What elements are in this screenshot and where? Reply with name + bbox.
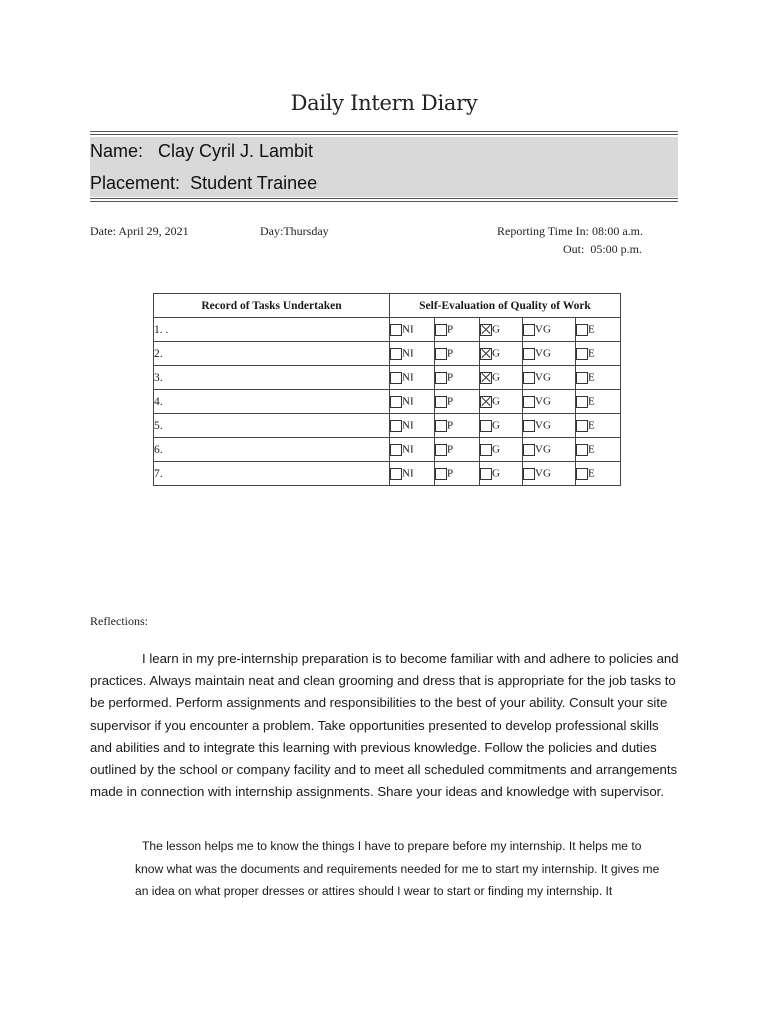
table-row — [154, 390, 621, 414]
top-rule-double — [90, 134, 678, 135]
rating-label-p: P — [447, 323, 454, 336]
table-row — [154, 438, 621, 462]
rating-checkbox-vg[interactable] — [523, 348, 535, 360]
rating-label-vg: VG — [535, 371, 551, 384]
task-cell[interactable]: 2. — [154, 342, 390, 366]
rating-cell-ni — [390, 462, 435, 486]
rating-cell-e — [576, 438, 621, 462]
rating-cell-ni — [390, 342, 435, 366]
name-value: Clay Cyril J. Lambit — [158, 141, 314, 161]
rating-cell-g — [480, 366, 523, 390]
rating-checkbox-ni[interactable] — [390, 372, 402, 384]
task-cell[interactable]: 7. — [154, 462, 390, 486]
rating-checkbox-p[interactable] — [435, 444, 447, 456]
rating-label-g: G — [492, 395, 500, 408]
name-label: Name: — [90, 141, 144, 161]
tasks-table — [153, 293, 621, 486]
page-title: Daily Intern Diary — [290, 91, 478, 115]
rating-cell-vg — [523, 390, 576, 414]
rating-cell-g — [480, 390, 523, 414]
top-rule — [90, 131, 678, 132]
rating-cell-vg — [523, 438, 576, 462]
rating-cell-p — [435, 390, 480, 414]
rating-label-vg: VG — [535, 395, 551, 408]
rating-label-p: P — [447, 419, 454, 432]
task-cell[interactable]: 1. . — [154, 318, 390, 342]
task-cell[interactable]: 4. — [154, 390, 390, 414]
rating-checkbox-vg[interactable] — [523, 468, 535, 480]
rating-checkbox-ni[interactable] — [390, 420, 402, 432]
rating-checkbox-g[interactable] — [480, 396, 492, 408]
rating-label-e: E — [588, 323, 595, 336]
rating-label-vg: VG — [535, 347, 551, 360]
rating-checkbox-e[interactable] — [576, 324, 588, 336]
rating-checkbox-g[interactable] — [480, 372, 492, 384]
rating-cell-vg — [523, 342, 576, 366]
rating-checkbox-e[interactable] — [576, 420, 588, 432]
rating-checkbox-ni[interactable] — [390, 468, 402, 480]
rating-label-ni: NI — [402, 467, 414, 480]
rating-cell-g — [480, 342, 523, 366]
col-tasks-header: Record of Tasks Undertaken — [154, 294, 390, 318]
placement-value: Student Trainee — [190, 173, 318, 193]
bottom-rule — [90, 198, 678, 199]
time-out-text: Out: 05:00 p.m. — [563, 242, 643, 256]
rating-checkbox-g[interactable] — [480, 348, 492, 360]
rating-label-ni: NI — [402, 371, 414, 384]
placement-label: Placement: — [90, 173, 181, 193]
rating-label-e: E — [588, 371, 595, 384]
rating-cell-g — [480, 438, 523, 462]
rating-label-vg: VG — [535, 467, 551, 480]
reflections-label: Reflections: — [90, 614, 148, 628]
rating-checkbox-p[interactable] — [435, 396, 447, 408]
rating-cell-ni — [390, 366, 435, 390]
rating-cell-p — [435, 462, 480, 486]
reflection-paragraph-2: The lesson helps me to know the things I have to prepare before my internship. It helps me to know what was the documents and requirements needed for me to start my internship. It gives me an idea on what proper dresses or attires should I wear to start or finding my internship. It — [135, 839, 660, 898]
rating-cell-ni — [390, 390, 435, 414]
rating-cell-e — [576, 390, 621, 414]
rating-cell-e — [576, 414, 621, 438]
rating-checkbox-e[interactable] — [576, 468, 588, 480]
rating-label-p: P — [447, 443, 454, 456]
reflection-paragraph-1: I learn in my pre-internship preparation is to become familiar with and adhere to policies and practices. Always maintain neat and clean grooming and dress that is appropriate for the job tasks to be performed. Perform assignments and responsibilities to the best of your ability. Consult your site supervisor if you encounter a problem. Take opportunities presented to develop professional skills and abilities and to integrate this learning with previous knowledge. Follow the policies and duties outlined by the school or company facility and to meet all scheduled commitments and arrangements made in connection with internship assignments. Share your ideas and knowledge with supervisor. — [90, 651, 679, 800]
rating-cell-e — [576, 318, 621, 342]
rating-label-ni: NI — [402, 419, 414, 432]
rating-checkbox-vg[interactable] — [523, 396, 535, 408]
rating-checkbox-ni[interactable] — [390, 348, 402, 360]
col-eval-header: Self-Evaluation of Quality of Work — [390, 294, 621, 318]
rating-cell-e — [576, 366, 621, 390]
rating-label-g: G — [492, 371, 500, 384]
rating-label-e: E — [588, 395, 595, 408]
rating-label-vg: VG — [535, 323, 551, 336]
day-text: Day:Thursday — [260, 224, 329, 238]
rating-cell-p — [435, 366, 480, 390]
rating-checkbox-ni[interactable] — [390, 444, 402, 456]
rating-label-p: P — [447, 467, 454, 480]
rating-label-e: E — [588, 347, 595, 360]
date-text: Date: April 29, 2021 — [90, 224, 189, 238]
rating-checkbox-p[interactable] — [435, 468, 447, 480]
rating-checkbox-vg[interactable] — [523, 420, 535, 432]
rating-label-g: G — [492, 467, 500, 480]
table-row — [154, 462, 621, 486]
rating-cell-p — [435, 342, 480, 366]
name-line — [90, 141, 313, 162]
table-row — [154, 318, 621, 342]
rating-label-p: P — [447, 395, 454, 408]
rating-checkbox-g[interactable] — [480, 444, 492, 456]
table-row — [154, 414, 621, 438]
rating-cell-p — [435, 318, 480, 342]
rating-checkbox-p[interactable] — [435, 324, 447, 336]
rating-label-g: G — [492, 443, 500, 456]
task-cell[interactable]: 6. — [154, 438, 390, 462]
rating-checkbox-g[interactable] — [480, 468, 492, 480]
rating-checkbox-ni[interactable] — [390, 324, 402, 336]
rating-cell-e — [576, 462, 621, 486]
rating-cell-e — [576, 342, 621, 366]
rating-label-e: E — [588, 443, 595, 456]
rating-cell-p — [435, 414, 480, 438]
rating-label-ni: NI — [402, 395, 414, 408]
rating-label-vg: VG — [535, 443, 551, 456]
rating-checkbox-g[interactable] — [480, 420, 492, 432]
rating-cell-vg — [523, 462, 576, 486]
rating-cell-vg — [523, 414, 576, 438]
rating-label-ni: NI — [402, 323, 414, 336]
rating-label-ni: NI — [402, 443, 414, 456]
rating-label-p: P — [447, 371, 454, 384]
rating-cell-ni — [390, 318, 435, 342]
rating-checkbox-p[interactable] — [435, 372, 447, 384]
table-body — [154, 318, 621, 486]
rating-label-ni: NI — [402, 347, 414, 360]
task-cell[interactable]: 3. — [154, 366, 390, 390]
table-row — [154, 342, 621, 366]
time-in-text: Reporting Time In: 08:00 a.m. — [497, 224, 644, 238]
rating-cell-ni — [390, 414, 435, 438]
rating-checkbox-e[interactable] — [576, 396, 588, 408]
rating-cell-g — [480, 414, 523, 438]
rating-label-e: E — [588, 467, 595, 480]
rating-checkbox-p[interactable] — [435, 420, 447, 432]
rating-cell-ni — [390, 438, 435, 462]
rating-checkbox-ni[interactable] — [390, 396, 402, 408]
rating-checkbox-e[interactable] — [576, 444, 588, 456]
table-row — [154, 366, 621, 390]
rating-cell-vg — [523, 318, 576, 342]
rating-label-g: G — [492, 419, 500, 432]
rating-cell-vg — [523, 366, 576, 390]
task-cell[interactable]: 5. — [154, 414, 390, 438]
rating-checkbox-vg[interactable] — [523, 444, 535, 456]
rating-cell-g — [480, 462, 523, 486]
rating-checkbox-vg[interactable] — [523, 324, 535, 336]
placement-line — [90, 173, 317, 194]
rating-checkbox-vg[interactable] — [523, 372, 535, 384]
header-box — [90, 137, 678, 197]
rating-label-e: E — [588, 419, 595, 432]
rating-label-g: G — [492, 323, 500, 336]
rating-checkbox-p[interactable] — [435, 348, 447, 360]
rating-checkbox-g[interactable] — [480, 324, 492, 336]
rating-checkbox-e[interactable] — [576, 372, 588, 384]
table-header-row — [154, 294, 621, 318]
rating-checkbox-e[interactable] — [576, 348, 588, 360]
rating-label-g: G — [492, 347, 500, 360]
rating-label-vg: VG — [535, 419, 551, 432]
rating-cell-g — [480, 318, 523, 342]
rating-cell-p — [435, 438, 480, 462]
rating-label-p: P — [447, 347, 454, 360]
bottom-rule-double — [90, 201, 678, 202]
